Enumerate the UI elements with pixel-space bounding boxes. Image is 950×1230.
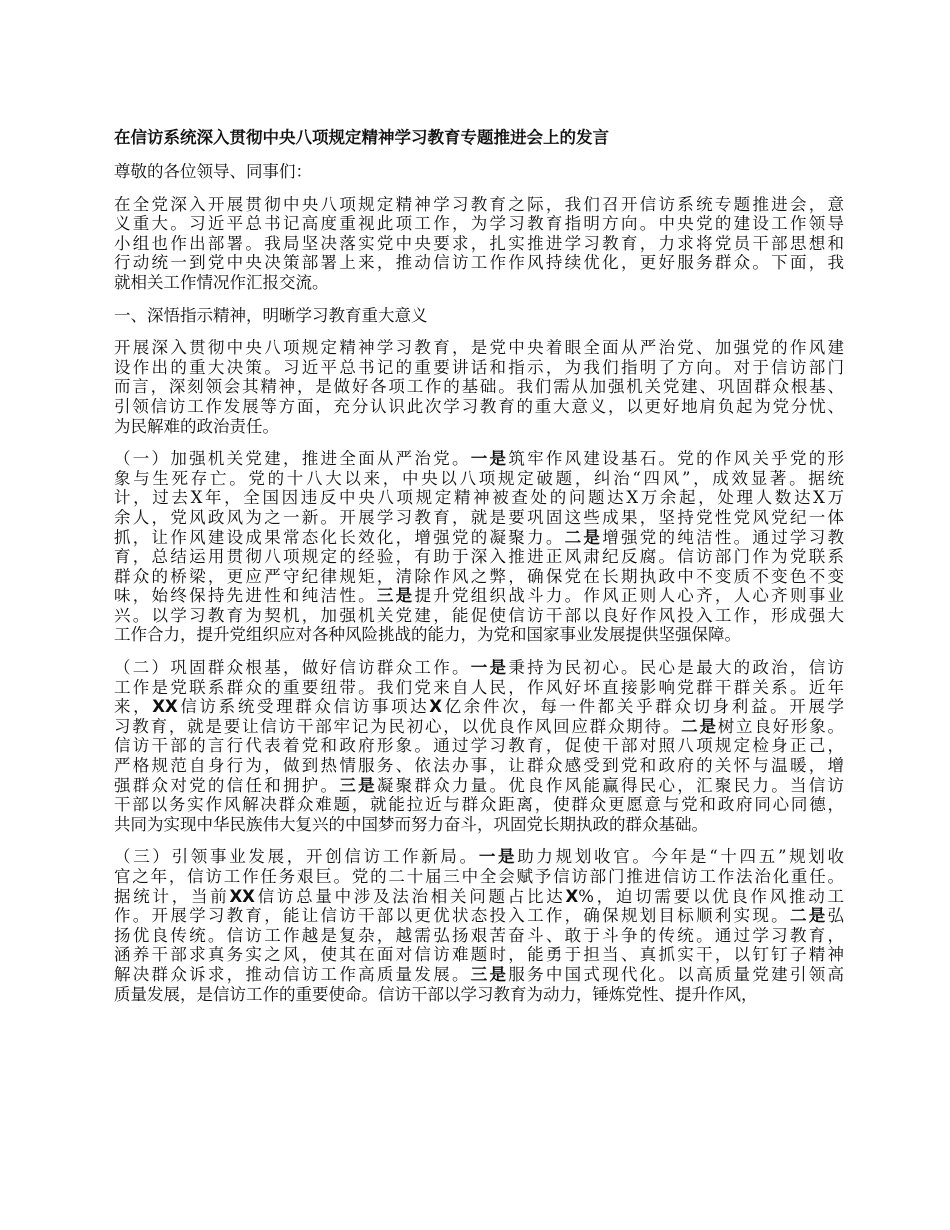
text-run: 群众的桥梁，更应严守纪律规矩，清除作风之弊，确保党在长期执政中不变质不变色不变 (114, 566, 844, 586)
section-heading-1 (114, 306, 844, 326)
text-line (114, 985, 844, 1005)
text-run: 信访总量中涉及法治相关问题占比达 (254, 886, 566, 906)
text-run: 习教育，就是要让信访干部牢记为民初心，以优良作风回应群众期待。 (114, 716, 682, 736)
text-run: （一）加强机关党建，推进全面从严治党。 (114, 449, 471, 469)
text-run: 味，始终保持先进性和纯洁性。 (114, 586, 377, 606)
text-line (114, 508, 844, 528)
text-run: （二）巩固群众根基，做好信访群众工作。 (114, 658, 471, 678)
text-run: 抓，让作风建设成果常态化长效化，增强党的凝聚力。 (114, 527, 565, 547)
text-line (114, 528, 844, 548)
document-body (114, 195, 844, 1005)
text-run: 行动统一到党中央决策部署上来，推动信访工作作风持续优化，更好服务群众。下面，我 (114, 253, 844, 273)
text-run: 引领信访工作发展等方面，充分认识此次学习教育的重大意义，以更好地肩负起为党分忧、 (114, 396, 844, 416)
salutation (114, 162, 844, 182)
text-run: 设作出的重大决策。习近平总书记的重要讲话和指示，为我们指明了方向。对于信访部门 (114, 357, 844, 377)
text-run: 涵养干部求真务实之风，使其在面对信访难题时，能勇于担当、真抓实干，以钉钉子精神 (114, 945, 844, 965)
text-run: 在全党深入开展贯彻中央八项规定精神学习教育之际，我们召开信访系统专题推进会，意 (114, 194, 844, 214)
text-run: 严格规范自身行为，做到热情服务、依法办事，让群众感受到党和政府的关怀与温暖，增 (114, 756, 844, 776)
bold-marker: 三是 (376, 586, 415, 606)
bold-marker: XX (152, 697, 178, 717)
text-run: 来， (114, 697, 153, 717)
text-run: 据统计，当前 (114, 886, 230, 906)
text-line (114, 214, 844, 234)
bold-marker: 三是 (339, 775, 377, 795)
text-run: 信访干部的言行代表着党和政府形象。通过学习教育，促使干部对照八项规定检身正己， (114, 736, 844, 756)
text-run: 计，过去X年，全国因违反中央八项规定精神被查处的问题达X万余起，处理人数达X万 (114, 488, 844, 508)
subsection-2-paragraph (114, 658, 844, 834)
document-title: 在信访系统深入贯彻中央八项规定精神学习教育专题推进会上的发言 (114, 128, 609, 147)
text-line (114, 815, 844, 835)
text-run: 小组也作出部署。我局坚决落实党中央要求，扎实推进学习教育，力求将党员干部思想和 (114, 233, 844, 253)
text-line (114, 358, 844, 378)
text-line (114, 867, 844, 887)
text-run: 弘 (827, 906, 845, 926)
text-run: 作。开展学习教育，能让信访干部以更优状态投入工作，确保规划目标顺利实现。 (114, 906, 790, 926)
text-run: 信访系统受理群众信访事项达 (177, 697, 430, 717)
text-run: 而言，深刻领会其精神，是做好各项工作的基础。我们需从加强机关党建、巩固群众根基、 (114, 377, 844, 397)
text-line (114, 658, 844, 678)
bold-marker: 三是 (470, 964, 509, 984)
document-page (114, 128, 844, 1017)
section-1-paragraph (114, 338, 844, 436)
text-line (114, 253, 844, 273)
text-run: 秉持为民初心。民心是最大的政治，信访 (508, 658, 845, 678)
intro-paragraph (114, 195, 844, 293)
text-line (114, 606, 844, 626)
text-line (114, 625, 844, 645)
text-line (114, 547, 844, 567)
bold-marker: 一是 (478, 847, 518, 867)
text-run: 为民解难的政治责任。 (114, 416, 279, 436)
text-line (114, 234, 844, 254)
text-run: 官之年，信访工作任务艰巨。党的二十届三中全会赋予信访部门推进信访工作法治化重任。 (114, 867, 844, 886)
text-run: 工作合力，提升党组织应对各种风险挑战的能力，为党和国家事业发展提供坚强保障。 (114, 625, 741, 645)
text-line (114, 417, 844, 437)
text-run: 余人，党风政风为之一新。开展学习教育，就是要巩固这些成果，坚持党性党风党纪一体 (114, 507, 844, 527)
text-line (114, 736, 844, 756)
text-line (114, 306, 844, 326)
text-run: 提升党组织战斗力。作风正则人心齐，人心齐则事业 (414, 586, 845, 606)
text-line (114, 697, 844, 717)
text-run: 干部以务实作风解决群众难题，就能拉近与群众距离，使群众更愿意与党和政府同心同德， (114, 795, 844, 815)
bold-marker: 二是 (681, 716, 718, 736)
text-line (114, 945, 844, 965)
bold-marker: 一是 (470, 658, 509, 678)
text-run: 开展深入贯彻中央八项规定精神学习教育，是党中央着眼全面从严治党、加强党的作风建 (114, 338, 844, 358)
text-run: 筑牢作风建设基石。党的作风关乎党的形 (508, 449, 845, 469)
text-line (114, 586, 844, 606)
text-line (114, 717, 844, 737)
subsection-1-paragraph (114, 449, 844, 645)
text-line (114, 567, 844, 587)
text-line (114, 887, 844, 907)
text-line (114, 965, 844, 985)
text-run: 强群众对党的信任和拥护。 (114, 775, 340, 795)
text-run: 解决群众诉求，推动信访工作高质量发展。 (114, 964, 471, 984)
text-run: 兴。以学习教育为契机，加强机关党建，能促使信访干部以良好作风投入工作，形成强大 (114, 605, 844, 625)
text-line (114, 847, 844, 867)
text-run: 树立良好形象。 (717, 716, 845, 736)
text-run: 服务中国式现代化。以高质量党建引领高 (508, 964, 845, 984)
subsection-3-paragraph (114, 847, 844, 1004)
text-run: 象与生死存亡。党的十八大以来，中央以八项规定破题，纠治“四风”，成效显著。据统 (114, 468, 844, 488)
bold-marker: XX (229, 886, 255, 906)
text-line (114, 795, 844, 815)
text-line (114, 776, 844, 796)
text-line (114, 678, 844, 698)
text-line (114, 377, 844, 397)
text-run: （三）引领事业发展，开创信访工作新局。 (114, 847, 479, 867)
text-run: 质量发展，是信访工作的重要使命。信访干部以学习教育为动力，锤炼党性、提升作风， (114, 984, 758, 1004)
bold-marker: X (429, 697, 442, 717)
bold-marker: X (565, 886, 579, 906)
text-line (114, 195, 844, 215)
bold-marker: 一是 (470, 449, 509, 469)
text-run: 育，总结运用贯彻八项规定的经验，有助于深入推进正风肃纪反腐。信访部门作为党联系 (114, 547, 844, 567)
text-run: 扬优良传统。信访工作越是复杂，越需弘扬艰苦奋斗、敢于斗争的传统。通过学习教育， (114, 925, 844, 945)
text-run: 凝聚群众力量。优良作风能赢得民心，汇聚民力。当信访 (376, 775, 845, 795)
text-run: 亿余件次，每一件都关乎群众切身利益。开展学 (442, 697, 845, 717)
text-line (114, 397, 844, 417)
salutation-text: 尊敬的各位领导、同事们： (114, 162, 312, 181)
bold-marker: 二是 (564, 527, 603, 547)
text-line (114, 488, 844, 508)
text-run: 共同为实现中华民族伟大复兴的中国梦而努力奋斗，巩固党长期执政的群众基础。 (114, 814, 708, 834)
text-line (114, 273, 844, 293)
text-line (114, 926, 844, 946)
text-line (114, 449, 844, 469)
text-line (114, 756, 844, 776)
text-run: %，迫切需要以优良作风推动工 (578, 886, 844, 906)
text-line (114, 469, 844, 489)
text-run: 增强党的纯洁性。通过学习教 (602, 527, 845, 547)
text-run: 就相关工作情况作汇报交流。 (114, 272, 329, 292)
text-run: 工作是党联系群众的重要纽带。我们党来自人民，作风好坏直接影响党群干群关系。近年 (114, 677, 844, 697)
text-run: 助力规划收官。今年是“十四五”规划收 (517, 847, 845, 867)
text-run: 一、深悟指示精神，明晰学习教育重大意义 (114, 305, 428, 325)
bold-marker: 二是 (789, 906, 828, 926)
text-run: 义重大。习近平总书记高度重视此项工作，为学习教育指明方向。中央党的建设工作领导 (114, 214, 844, 234)
text-line (114, 906, 844, 926)
text-line (114, 338, 844, 358)
